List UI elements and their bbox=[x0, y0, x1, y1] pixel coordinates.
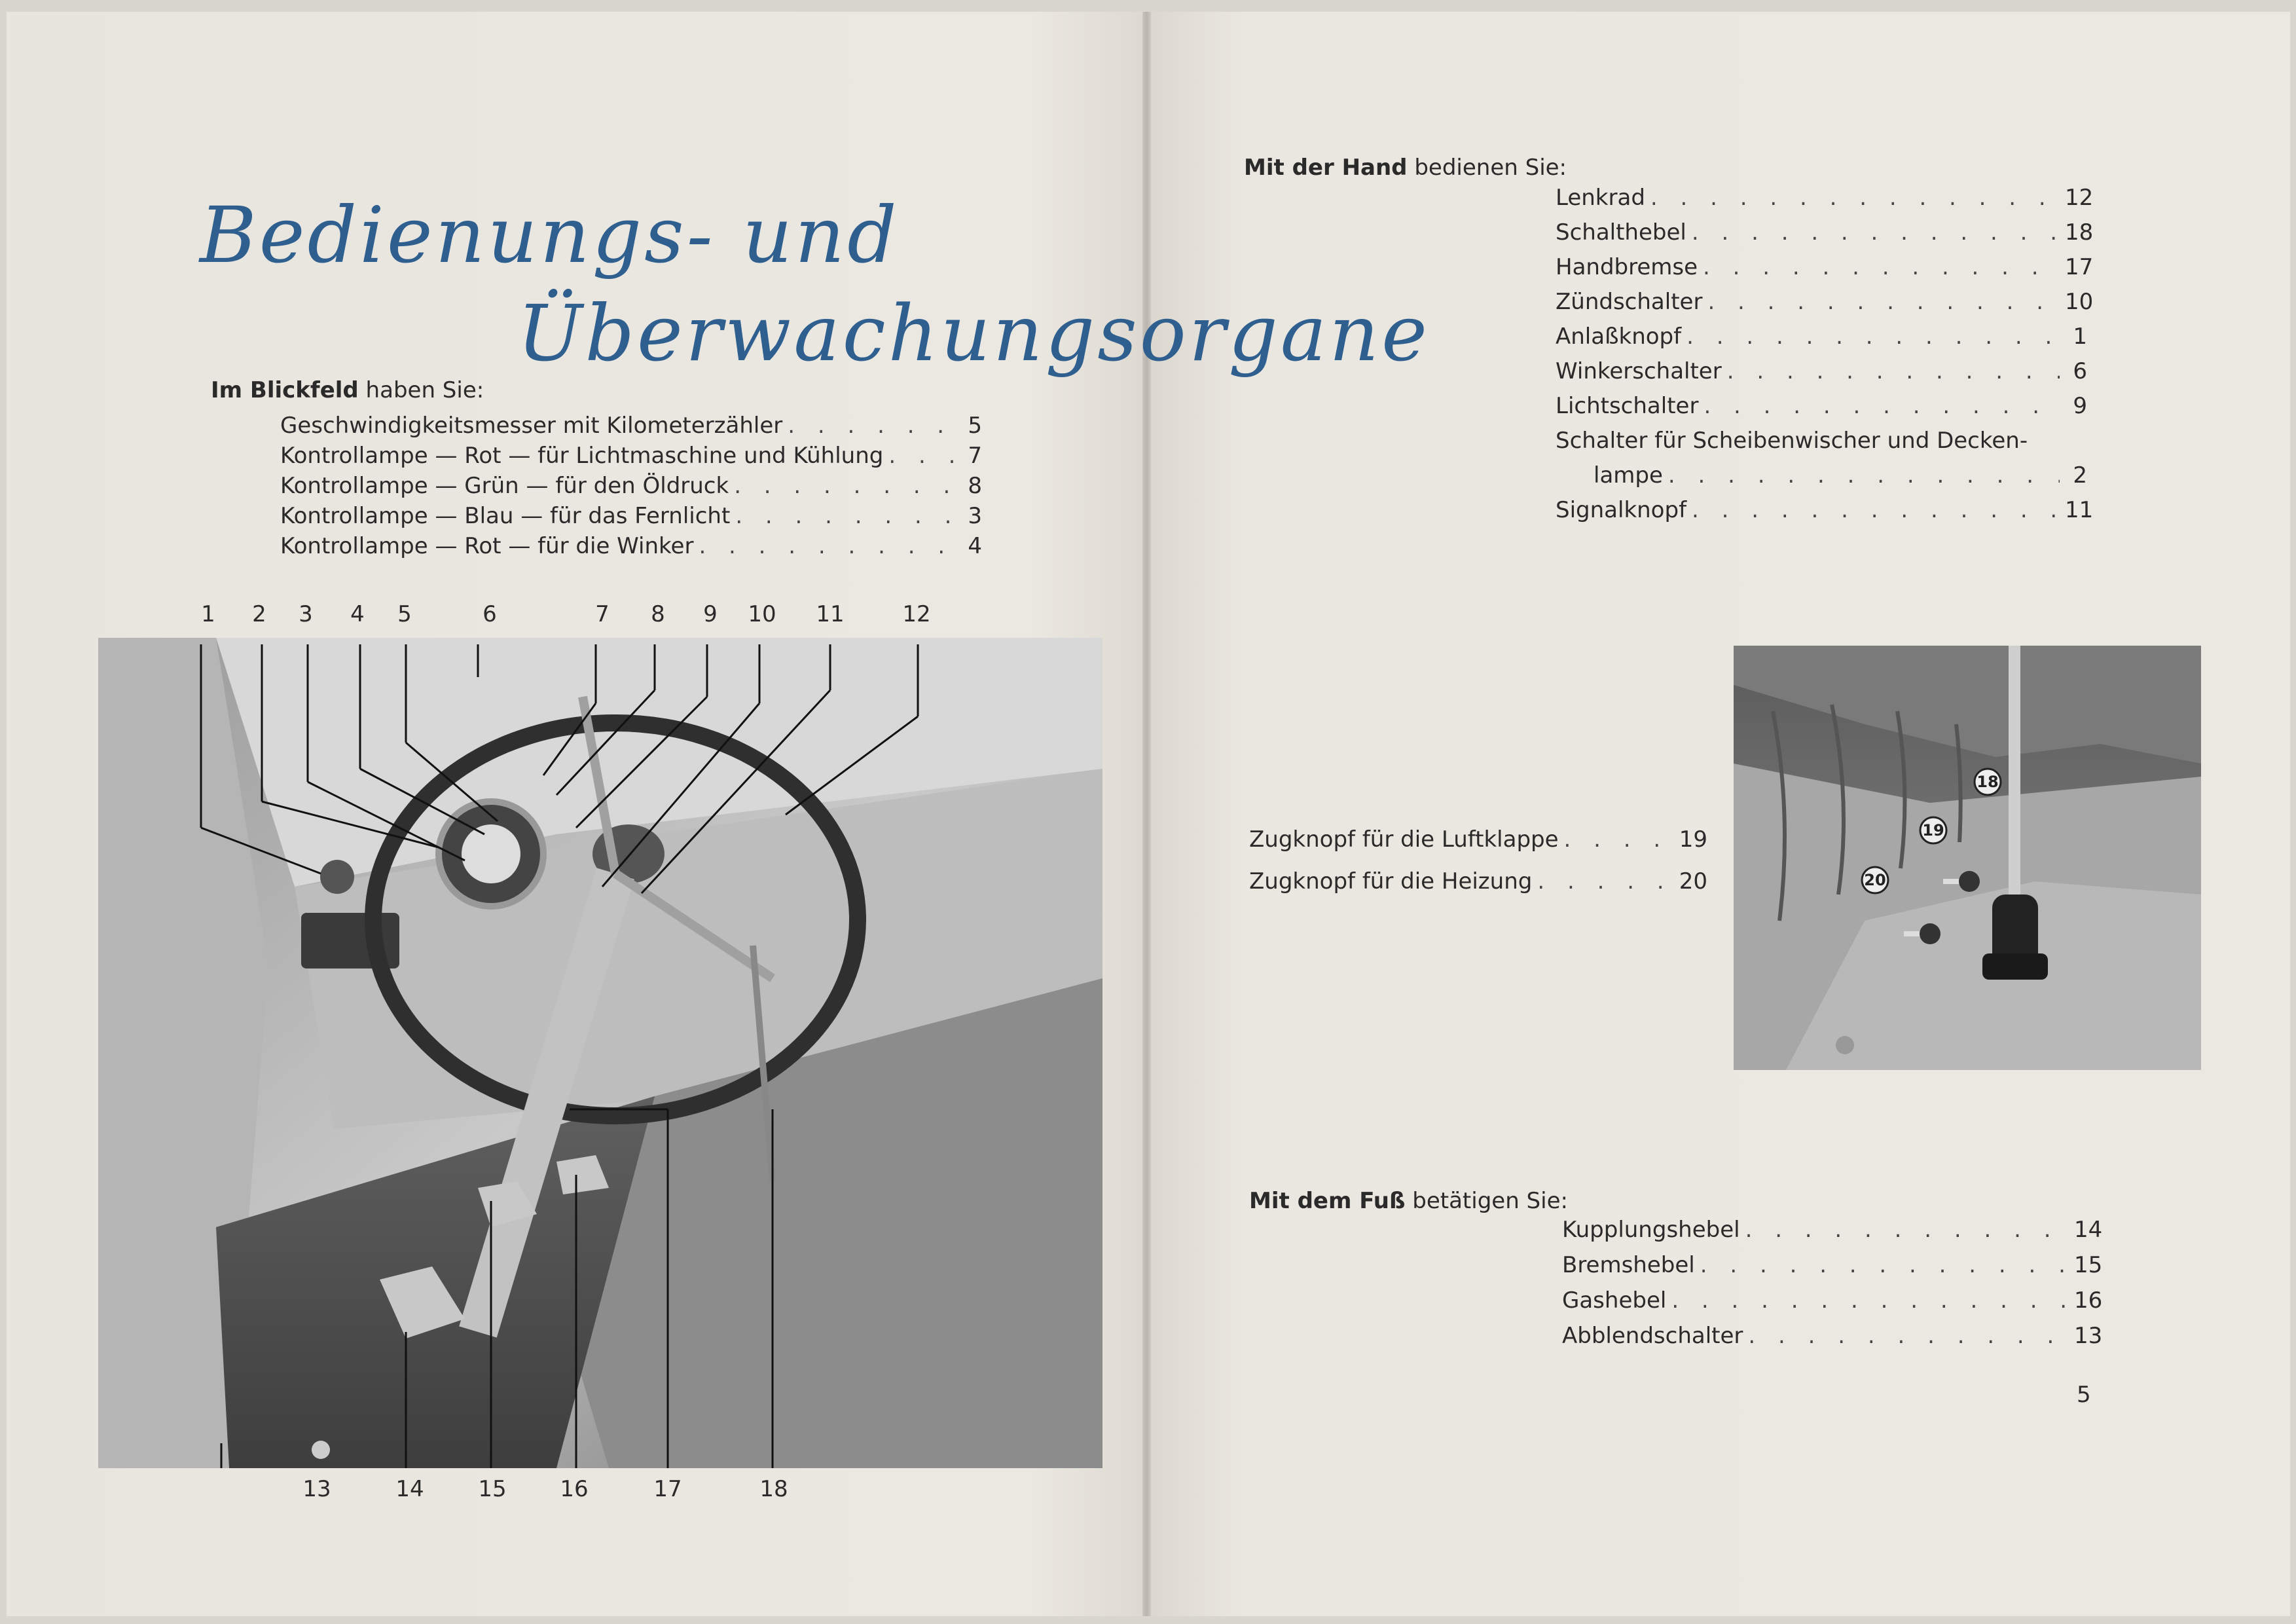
list-item: Kontrollampe — Grün — für den Öldruck . . . 8 bbox=[280, 473, 982, 503]
callout-16: 16 bbox=[560, 1476, 589, 1502]
list-item: Winkerschalter . . . 6 bbox=[1556, 358, 2087, 393]
callout-5: 5 bbox=[397, 601, 412, 627]
list-item: lampe . . . 2 bbox=[1556, 462, 2087, 497]
callout-8: 8 bbox=[651, 601, 665, 627]
callout-13: 13 bbox=[302, 1476, 331, 1502]
gearshift-badge-20: 20 bbox=[1864, 871, 1886, 889]
callout-7: 7 bbox=[595, 601, 610, 627]
callout-14: 14 bbox=[395, 1476, 424, 1502]
gearshift-photo bbox=[1734, 646, 2201, 1070]
list-item: Kupplungshebel . . . 14 bbox=[1562, 1217, 2096, 1252]
list-item: Lenkrad . . . 12 bbox=[1556, 185, 2087, 219]
list-item: Schalter für Scheibenwischer und Decken- bbox=[1556, 428, 2028, 454]
list-item: Kontrollampe — Blau — für das Fernlicht . . . 3 bbox=[280, 503, 982, 533]
title-line-2: Überwachungsorgane bbox=[517, 288, 1430, 378]
callout-11: 11 bbox=[816, 601, 845, 627]
list-item: Signalknopf . . . 11 bbox=[1556, 497, 2087, 532]
callout-18: 18 bbox=[759, 1476, 788, 1502]
callout-6: 6 bbox=[483, 601, 497, 627]
book-gutter bbox=[1142, 12, 1151, 1616]
gearshift-badge-18: 18 bbox=[1977, 773, 1999, 791]
callout-9: 9 bbox=[703, 601, 718, 627]
list-item: Zündschalter . . . 10 bbox=[1556, 289, 2087, 323]
list-item: Schalthebel . . . 18 bbox=[1556, 219, 2087, 254]
blickfeld-heading: Im Blickfeld haben Sie: bbox=[211, 377, 484, 403]
list-item: Zugknopf für die Luftklappe . . . 19 bbox=[1249, 826, 1707, 868]
callout-4: 4 bbox=[350, 601, 365, 627]
list-item: Handbremse . . . 17 bbox=[1556, 254, 2087, 289]
callout-17: 17 bbox=[653, 1476, 682, 1502]
gearshift-badge-19: 19 bbox=[1922, 821, 1944, 840]
page-number: 5 bbox=[2077, 1382, 2091, 1408]
callout-3: 3 bbox=[299, 601, 313, 627]
list-item: Kontrollampe — Rot — für die Winker . . . 4 bbox=[280, 533, 982, 563]
dashboard-photo bbox=[98, 638, 1102, 1468]
fuss-heading: Mit dem Fuß betätigen Sie: bbox=[1249, 1188, 1568, 1214]
list-item: Lichtschalter . . . 9 bbox=[1556, 393, 2087, 428]
list-item: Geschwindigkeitsmesser mit Kilometerzähler . . . 5 bbox=[280, 413, 982, 443]
list-item: Abblendschalter . . . 13 bbox=[1562, 1323, 2096, 1358]
list-item: Kontrollampe — Rot — für Lichtmaschine und Kühlung . . . 7 bbox=[280, 443, 982, 473]
list-item: Zugknopf für die Heizung . . . 20 bbox=[1249, 868, 1707, 910]
callout-1: 1 bbox=[201, 601, 215, 627]
callout-2: 2 bbox=[252, 601, 266, 627]
list-item: Anlaßknopf . . . 1 bbox=[1556, 323, 2087, 358]
callout-12: 12 bbox=[902, 601, 931, 627]
hand-heading: Mit der Hand bedienen Sie: bbox=[1244, 155, 1567, 181]
title-line-1: Bedienungs- und bbox=[200, 190, 900, 280]
fuss-list bbox=[1562, 1217, 2103, 1358]
list-item: Gashebel . . . 16 bbox=[1562, 1287, 2096, 1323]
callout-15: 15 bbox=[478, 1476, 507, 1502]
callout-10: 10 bbox=[748, 601, 776, 627]
hand-list bbox=[1556, 185, 2094, 532]
list-item: Bremshebel . . . 15 bbox=[1562, 1252, 2096, 1287]
zug-list bbox=[1249, 826, 1707, 910]
blickfeld-list bbox=[280, 413, 982, 563]
